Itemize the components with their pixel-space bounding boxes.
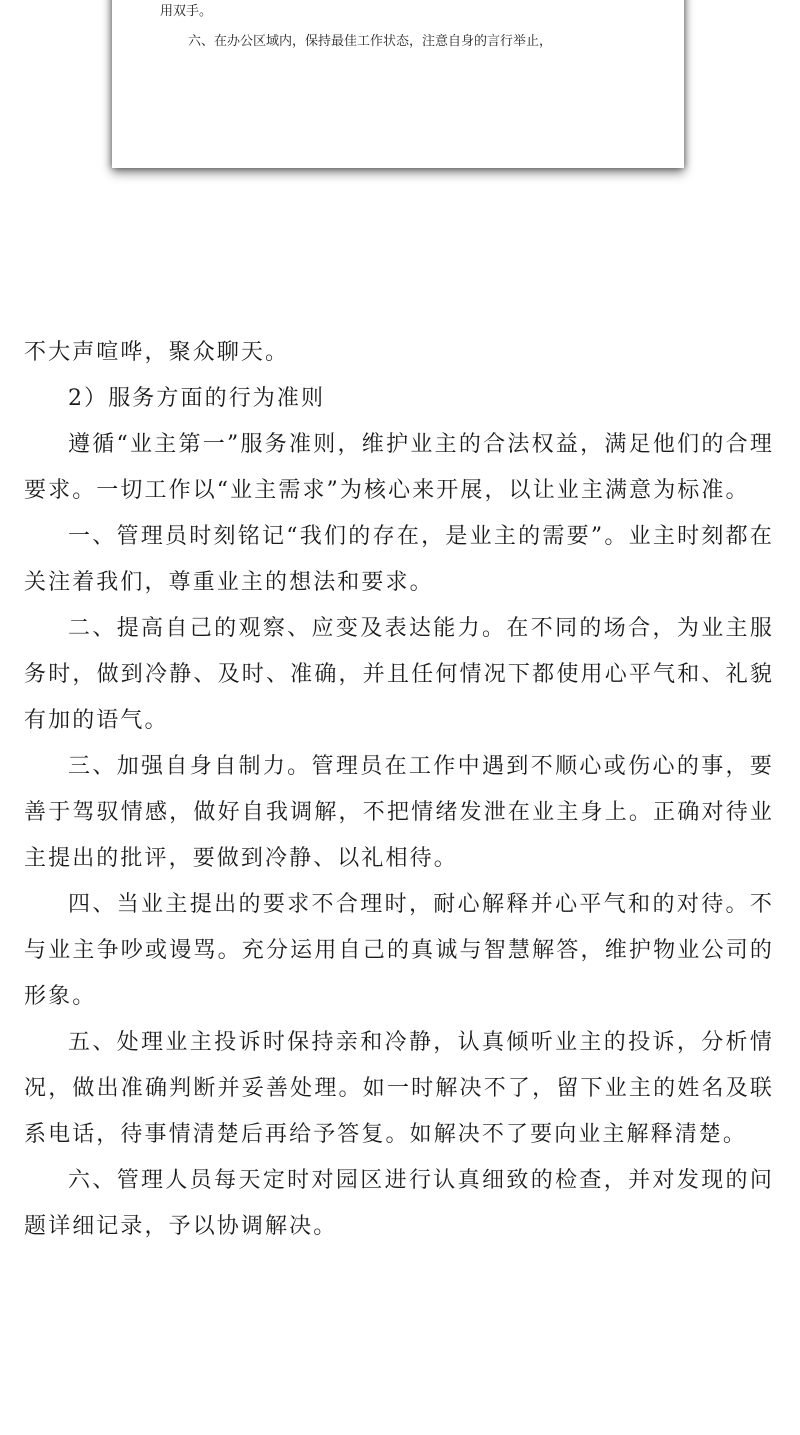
paragraph-continuation: 不大声喧哗，聚众聊天。 xyxy=(24,340,290,365)
paragraph: 二、提高自己的观察、应变及表达能力。在不同的场合，为业主服务时，做到冷静、及时、准确，并且任何情况下都使用心平气和、礼貌有加的语气。 xyxy=(24,616,774,733)
document-preview-card xyxy=(112,0,684,168)
paragraph: 六、管理人员每天定时对园区进行认真细致的检查，并对发现的问题详细记录，予以协调解决。 xyxy=(24,1168,774,1239)
paragraph: 五、处理业主投诉时保持亲和冷静，认真倾听业主的投诉，分析情况，做出准确判断并妥善处理。如一时解决不了，留下业主的姓名及联系电话，待事情清楚后再给予答复。如解决不了要向业主解释清楚。 xyxy=(24,1030,774,1147)
paragraph: 四、当业主提出的要求不合理时，耐心解释并心平气和的对待。不与业主争吵或谩骂。充分运用自己的真诚与智慧解答，维护物业公司的形象。 xyxy=(24,892,774,1009)
paragraph: 三、加强自身自制力。管理员在工作中遇到不顺心或伤心的事，要善于驾驭情感，做好自我调解，不把情绪发泄在业主身上。正确对待业主提出的批评，要做到冷静、以礼相待。 xyxy=(24,754,774,871)
document-body xyxy=(24,330,774,1250)
preview-line: 六、在办公区域内，保持最佳工作状态，注意自身的言行举止， xyxy=(188,34,553,49)
paragraph: 一、管理员时刻铭记“我们的存在，是业主的需要”。业主时刻都在关注着我们，尊重业主的想法和要求。 xyxy=(24,524,774,595)
preview-line: 用双手。 xyxy=(160,4,213,19)
section-heading: 2）服务方面的行为准则 xyxy=(68,386,326,411)
paragraph: 遵循“业主第一”服务准则，维护业主的合法权益，满足他们的合理要求。一切工作以“业主需求”为核心来开展，以让业主满意为标准。 xyxy=(24,432,774,503)
